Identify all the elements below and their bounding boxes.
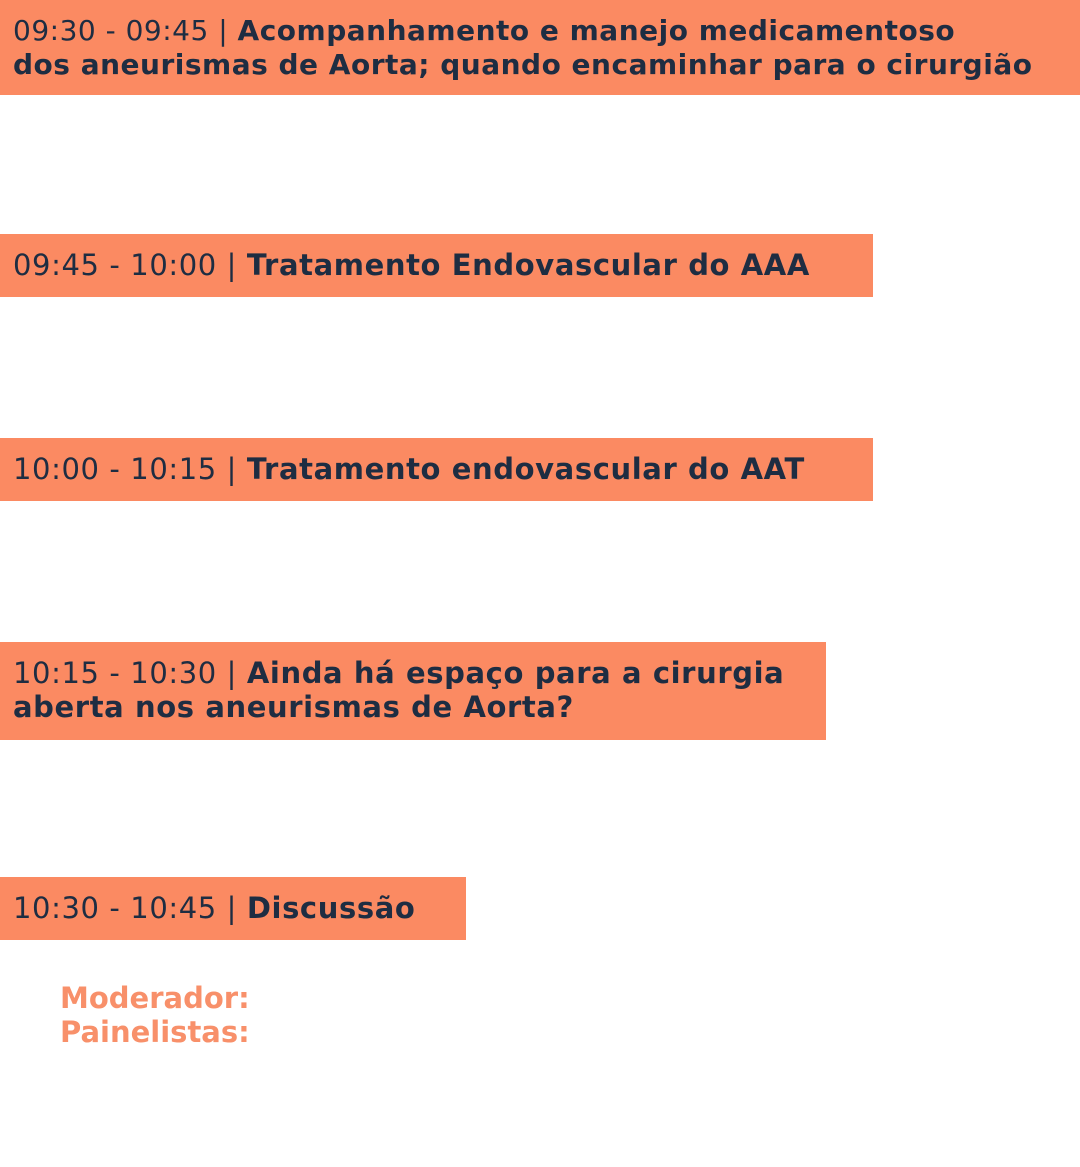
session-time: 10:30 - 10:45 | — [13, 891, 247, 925]
session-line-1 — [13, 452, 863, 486]
session-band-0930 — [0, 0, 1080, 95]
session-title-line-1: Acompanhamento e manejo medicamentoso — [237, 14, 956, 47]
session-title-line-1: Tratamento Endovascular do AAA — [246, 248, 810, 282]
session-title-line-1: Discussão — [246, 891, 416, 925]
session-title-line-1: Tratamento endovascular do AAT — [246, 452, 805, 486]
session-band-1015 — [0, 642, 826, 740]
session-line-1 — [13, 248, 863, 282]
session-band-1000 — [0, 438, 873, 501]
session-time: 10:15 - 10:30 | — [13, 656, 247, 690]
session-band-1030 — [0, 877, 466, 940]
session-title-line-2: aberta nos aneurismas de Aorta? — [13, 690, 574, 724]
session-time: 09:30 - 09:45 | — [13, 14, 238, 47]
session-time: 09:45 - 10:00 | — [13, 248, 247, 282]
session-line-1 — [13, 14, 1070, 48]
moderator-label: Moderador: — [60, 981, 250, 1015]
session-line-1 — [13, 891, 456, 925]
discussion-roles — [60, 981, 250, 1049]
session-line-1 — [13, 656, 816, 690]
session-title-line-1: Ainda há espaço para a cirurgia — [246, 656, 785, 690]
panelists-label: Painelistas: — [60, 1015, 250, 1049]
session-band-0945 — [0, 234, 873, 297]
session-title-line-2: dos aneurismas de Aorta; quando encaminhar para o cirurgião — [13, 48, 1033, 81]
session-time: 10:00 - 10:15 | — [13, 452, 247, 486]
